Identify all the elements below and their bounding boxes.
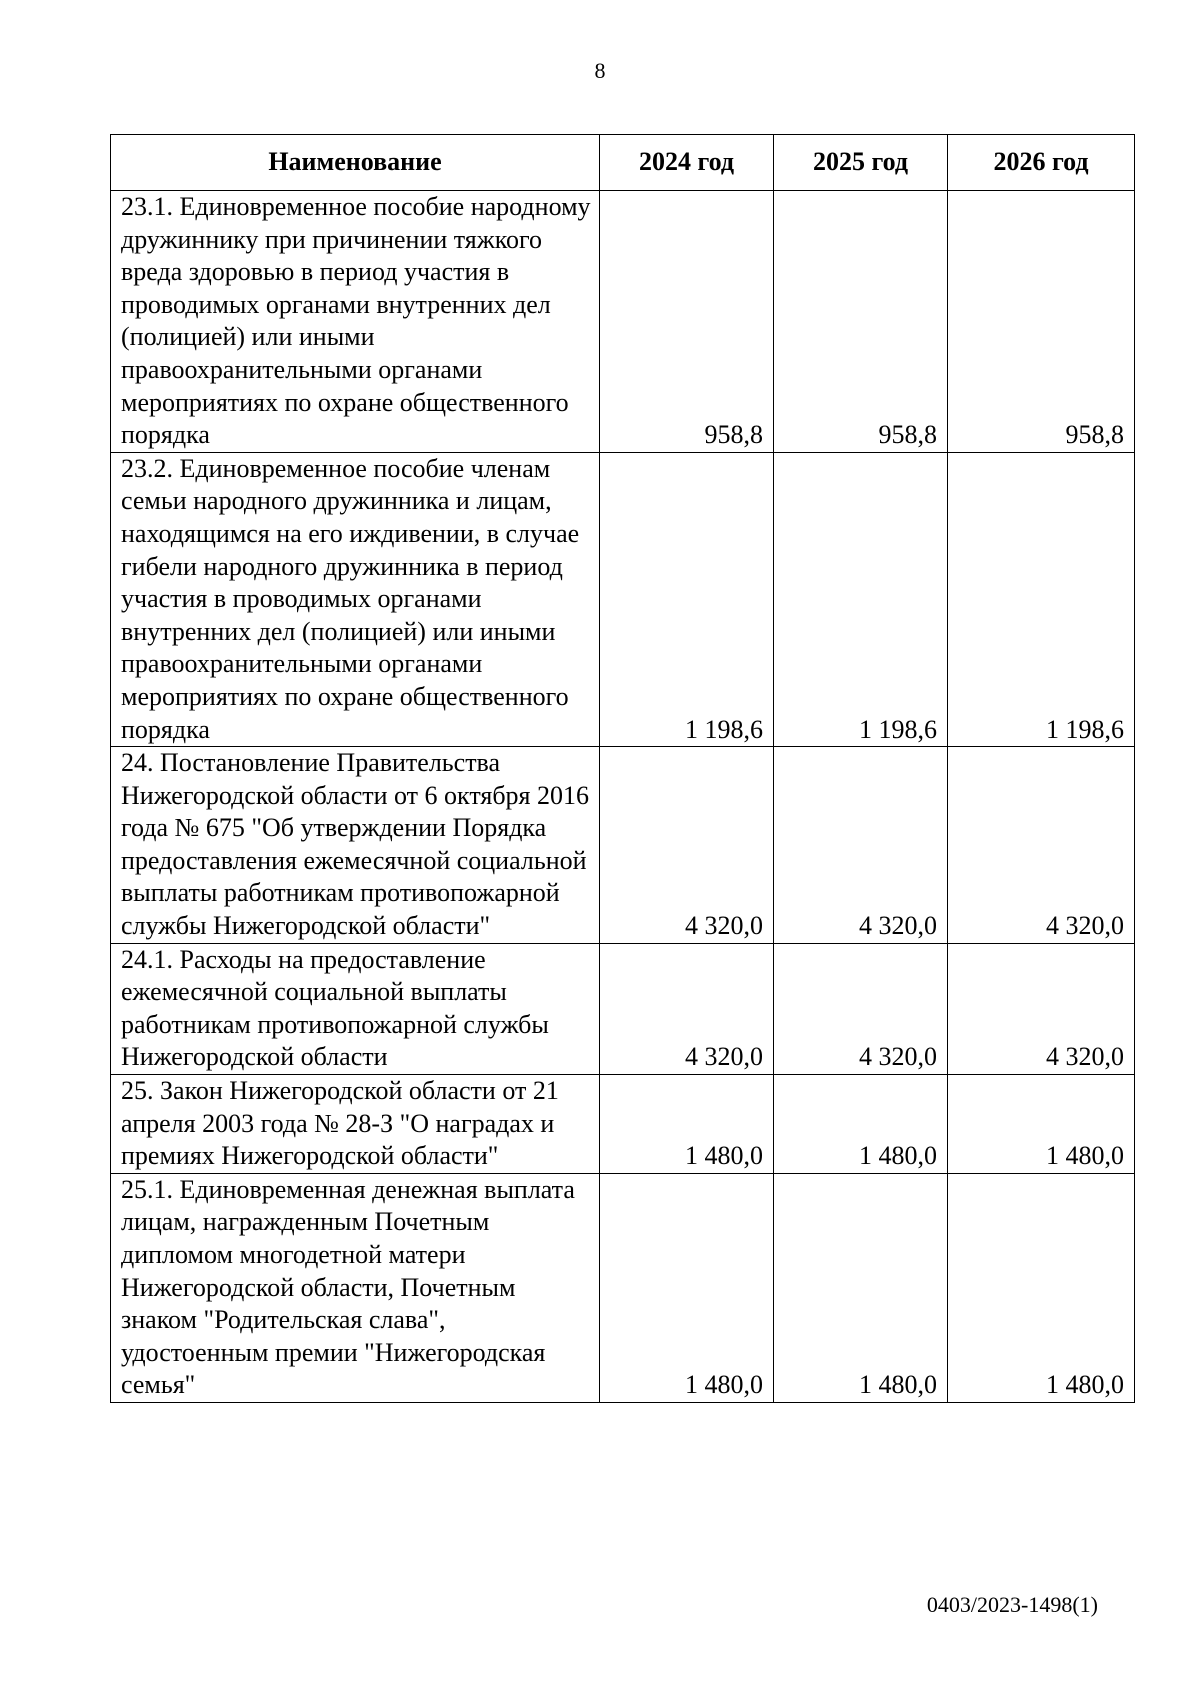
table-row [111, 747, 1135, 944]
row-name: 25.1. Единовременная денежная выплата лицам, награжденным Почетным дипломом многодетной матери Нижегородской области, Почетным знаком "Родительская слава", удостоенным премии "Нижегородская семья" [111, 1173, 600, 1402]
row-value-2025: 1 480,0 [774, 1173, 948, 1402]
row-name: 25. Закон Нижегородской области от 21 апреля 2003 года № 28-З "О наградах и премиях Нижегородской области" [111, 1075, 600, 1174]
row-value-2025: 4 320,0 [774, 747, 948, 944]
row-value-2026: 4 320,0 [948, 943, 1135, 1074]
row-value-2026: 958,8 [948, 191, 1135, 453]
table-row [111, 1173, 1135, 1402]
row-value-2026: 1 480,0 [948, 1173, 1135, 1402]
row-name: 23.1. Единовременное пособие народному дружиннику при причинении тяжкого вреда здоровью в период участия в проводимых органами внутренних дел (полицией) или иными правоохранительными органами мероприятиях по охране общественного порядка [111, 191, 600, 453]
row-value-2025: 958,8 [774, 191, 948, 453]
document-code: 0403/2023-1498(1) [926, 1592, 1098, 1617]
row-value-2024: 4 320,0 [600, 943, 774, 1074]
row-value-2025: 1 198,6 [774, 452, 948, 746]
row-name: 24.1. Расходы на предоставление ежемесячной социальной выплаты работникам противопожарной службы Нижегородской области [111, 943, 600, 1074]
row-name: 23.2. Единовременное пособие членам семьи народного дружинника и лицам, находящимся на его иждивении, в случае гибели народного дружинника в период участия в проводимых органами внутренних дел (полицией) или иными правоохранительными органами мероприятиях по охране общественного порядка [111, 452, 600, 746]
header-2024: 2024 год [600, 135, 774, 191]
row-value-2024: 1 480,0 [600, 1075, 774, 1174]
budget-table [110, 134, 1135, 1403]
row-value-2024: 1 480,0 [600, 1173, 774, 1402]
row-value-2025: 4 320,0 [774, 943, 948, 1074]
table-header-row [111, 135, 1135, 191]
row-value-2026: 4 320,0 [948, 747, 1135, 944]
row-name: 24. Постановление Правительства Нижегородской области от 6 октября 2016 года № 675 "Об утверждении Порядка предоставления ежемесячной социальной выплаты работникам противопожарной службы Нижегородской области" [111, 747, 600, 944]
row-value-2024: 1 198,6 [600, 452, 774, 746]
row-value-2026: 1 198,6 [948, 452, 1135, 746]
page-number: 8 [594, 58, 606, 83]
row-value-2024: 958,8 [600, 191, 774, 453]
header-name: Наименование [111, 135, 600, 191]
table-row [111, 452, 1135, 746]
row-value-2026: 1 480,0 [948, 1075, 1135, 1174]
header-2026: 2026 год [948, 135, 1135, 191]
table-row [111, 943, 1135, 1074]
table-row [111, 1075, 1135, 1174]
table-row [111, 191, 1135, 453]
row-value-2024: 4 320,0 [600, 747, 774, 944]
row-value-2025: 1 480,0 [774, 1075, 948, 1174]
header-2025: 2025 год [774, 135, 948, 191]
